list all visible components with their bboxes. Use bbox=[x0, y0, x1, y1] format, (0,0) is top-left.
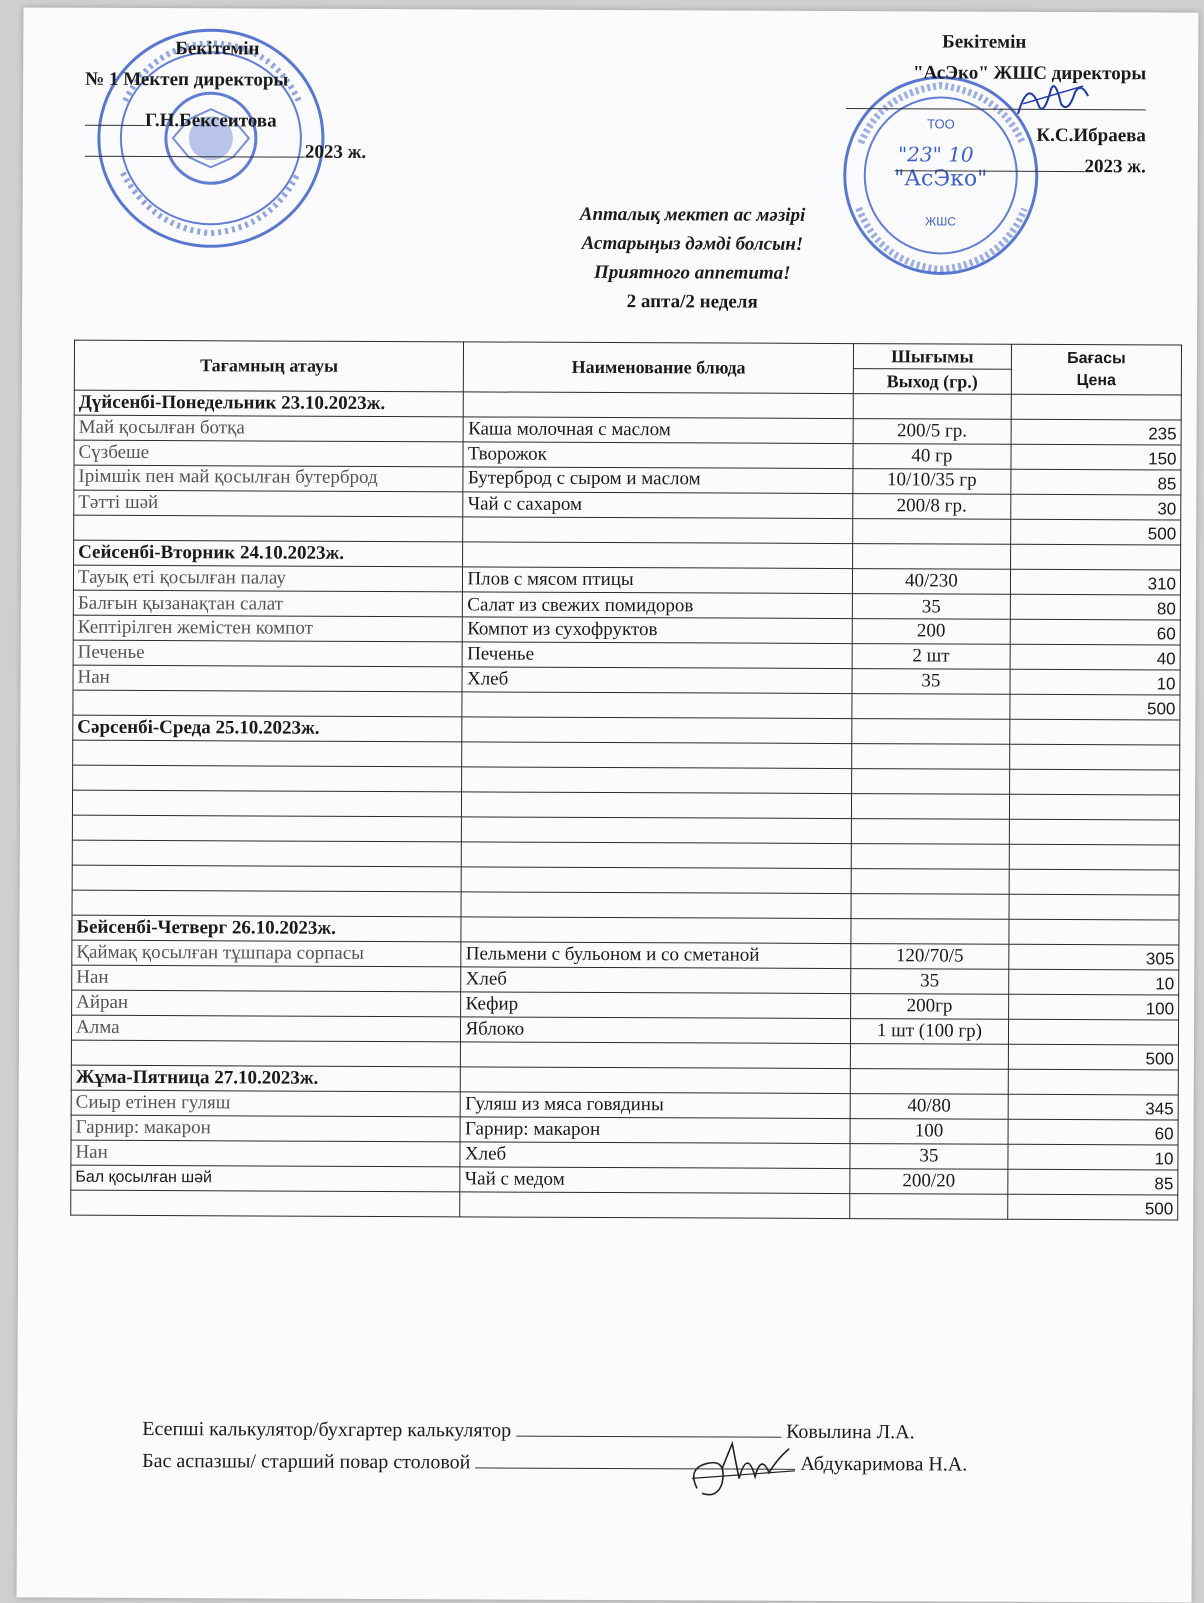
accountant-name: Ковылина Л.А. bbox=[786, 1420, 915, 1444]
table-row: Қаймақ қосылған тұшпара сорпасы Пельмени с бульоном и со сметаной 120/70/5 305 bbox=[72, 940, 1179, 970]
table-row: Гарнир: макарон Гарнир: макарон 100 60 bbox=[71, 1115, 1178, 1145]
day-title: Сәрсенбі-Среда 25.10.2023ж. bbox=[73, 715, 463, 742]
approval-right-date: 2023 ж. bbox=[1084, 156, 1146, 178]
table-row: Сүзбеше Творожок 40 гр 150 bbox=[74, 440, 1181, 470]
director-signature bbox=[1013, 74, 1093, 124]
header-price-ru: Цена bbox=[1076, 371, 1117, 389]
table-row: Тауық еті қосылған палау Плов с мясом птицы 40/230 310 bbox=[73, 565, 1180, 595]
total-row bbox=[71, 1190, 1178, 1220]
approval-block-left bbox=[85, 33, 367, 168]
table-row: Нан Хлеб 35 10 bbox=[71, 1140, 1178, 1170]
header-name-ru: Наименование блюда bbox=[464, 342, 854, 394]
title-week: 2 апта/2 неделя bbox=[626, 291, 758, 313]
header-price bbox=[1011, 344, 1181, 395]
menu-table bbox=[70, 340, 1182, 1221]
menu-sheet bbox=[17, 7, 1199, 1602]
table-row: Балғын қызанақтан салат Салат из свежих помидоров 35 80 bbox=[73, 590, 1180, 620]
day-title: Жұма-Пятница 27.10.2023ж. bbox=[71, 1065, 461, 1092]
accountant-label: Есепші калькулятор/бухгартер калькулятор bbox=[142, 1417, 512, 1442]
approval-right-name: К.С.Ибраева bbox=[1036, 124, 1146, 147]
table-row: Печенье Печенье 2 шт 40 bbox=[73, 640, 1180, 670]
header-name-kz: Тағамның атауы bbox=[74, 340, 464, 392]
approval-left-position: № 1 Мектеп директоры bbox=[85, 68, 289, 91]
day-title: Сейсенбі-Вторник 24.10.2023ж. bbox=[74, 540, 464, 567]
stamp-org-type: ТОО bbox=[927, 116, 955, 132]
chef-label: Бас аспазшы/ старший повар столовой bbox=[142, 1449, 471, 1474]
day-title: Дүйсенбі-Понедельник 23.10.2023ж. bbox=[74, 390, 464, 417]
table-row: Айран Кефир 200гр 100 bbox=[72, 990, 1179, 1020]
day-title: Бейсенбі-Четверг 26.10.2023ж. bbox=[72, 915, 462, 942]
header-yield-ru: Выход (гр.) bbox=[853, 369, 1011, 395]
menu-titles bbox=[382, 199, 1003, 318]
table-row: Тәтті шәй Чай с сахаром 200/8 гр. 30 bbox=[74, 490, 1181, 520]
header-yield-kz: Шығымы bbox=[853, 344, 1011, 370]
approval-left-date: 2023 ж. bbox=[304, 141, 367, 163]
stamp-date-handwritten: "23" 10 bbox=[897, 142, 974, 167]
stamp-legal-form: ЖШС bbox=[925, 214, 956, 229]
chef-signature bbox=[677, 1428, 797, 1504]
table-row: Нан Хлеб 35 10 bbox=[73, 665, 1180, 695]
table-row: Сиыр етінен гуляш Гуляш из мяса говядины 40/80 345 bbox=[71, 1090, 1178, 1120]
title-kz-wish: Астарыңыз дәмді болсын! bbox=[581, 232, 804, 255]
table-row: Нан Хлеб 35 10 bbox=[72, 965, 1179, 995]
table-row: Кептірілген жемістен компот Компот из сухофруктов 200 60 bbox=[73, 615, 1180, 645]
title-ru-wish: Приятного аппетита! bbox=[593, 261, 791, 284]
table-row: Ірімшік пен май қосылған бутерброд Бутерброд с сыром и маслом 10/10/35 гр 85 bbox=[74, 465, 1181, 495]
approval-left-name: Г.Н.Бексеитова bbox=[144, 109, 277, 132]
title-kz: Апталық мектеп ас мәзірі bbox=[579, 203, 806, 226]
approval-left-title: Бекітемін bbox=[175, 38, 260, 60]
approval-right-position: "АсЭко" ЖШС директоры bbox=[912, 62, 1147, 85]
chef-name: Абдукаримова Н.А. bbox=[800, 1452, 968, 1476]
signatures-footer bbox=[142, 1413, 967, 1481]
day-total: 500 bbox=[1008, 1194, 1178, 1220]
table-row: Алма Яблоко 1 шт (100 гр) bbox=[71, 1015, 1178, 1045]
header-price-kz: Бағасы bbox=[1067, 349, 1126, 367]
approval-block-right bbox=[846, 26, 1147, 182]
day-total: 500 bbox=[1008, 1044, 1178, 1070]
table-row: Май қосылған ботқа Каша молочная с маслом 200/5 гр. 235 bbox=[74, 415, 1181, 445]
day-total: 500 bbox=[1010, 694, 1180, 720]
table-row: Бал қосылған шәй Чай с медом 200/20 85 bbox=[71, 1165, 1178, 1195]
stamp-company-name: "АсЭко" bbox=[894, 166, 988, 192]
day-total: 500 bbox=[1011, 519, 1181, 545]
approval-right-title: Бекітемін bbox=[942, 31, 1027, 53]
table-header-row bbox=[74, 340, 1181, 370]
